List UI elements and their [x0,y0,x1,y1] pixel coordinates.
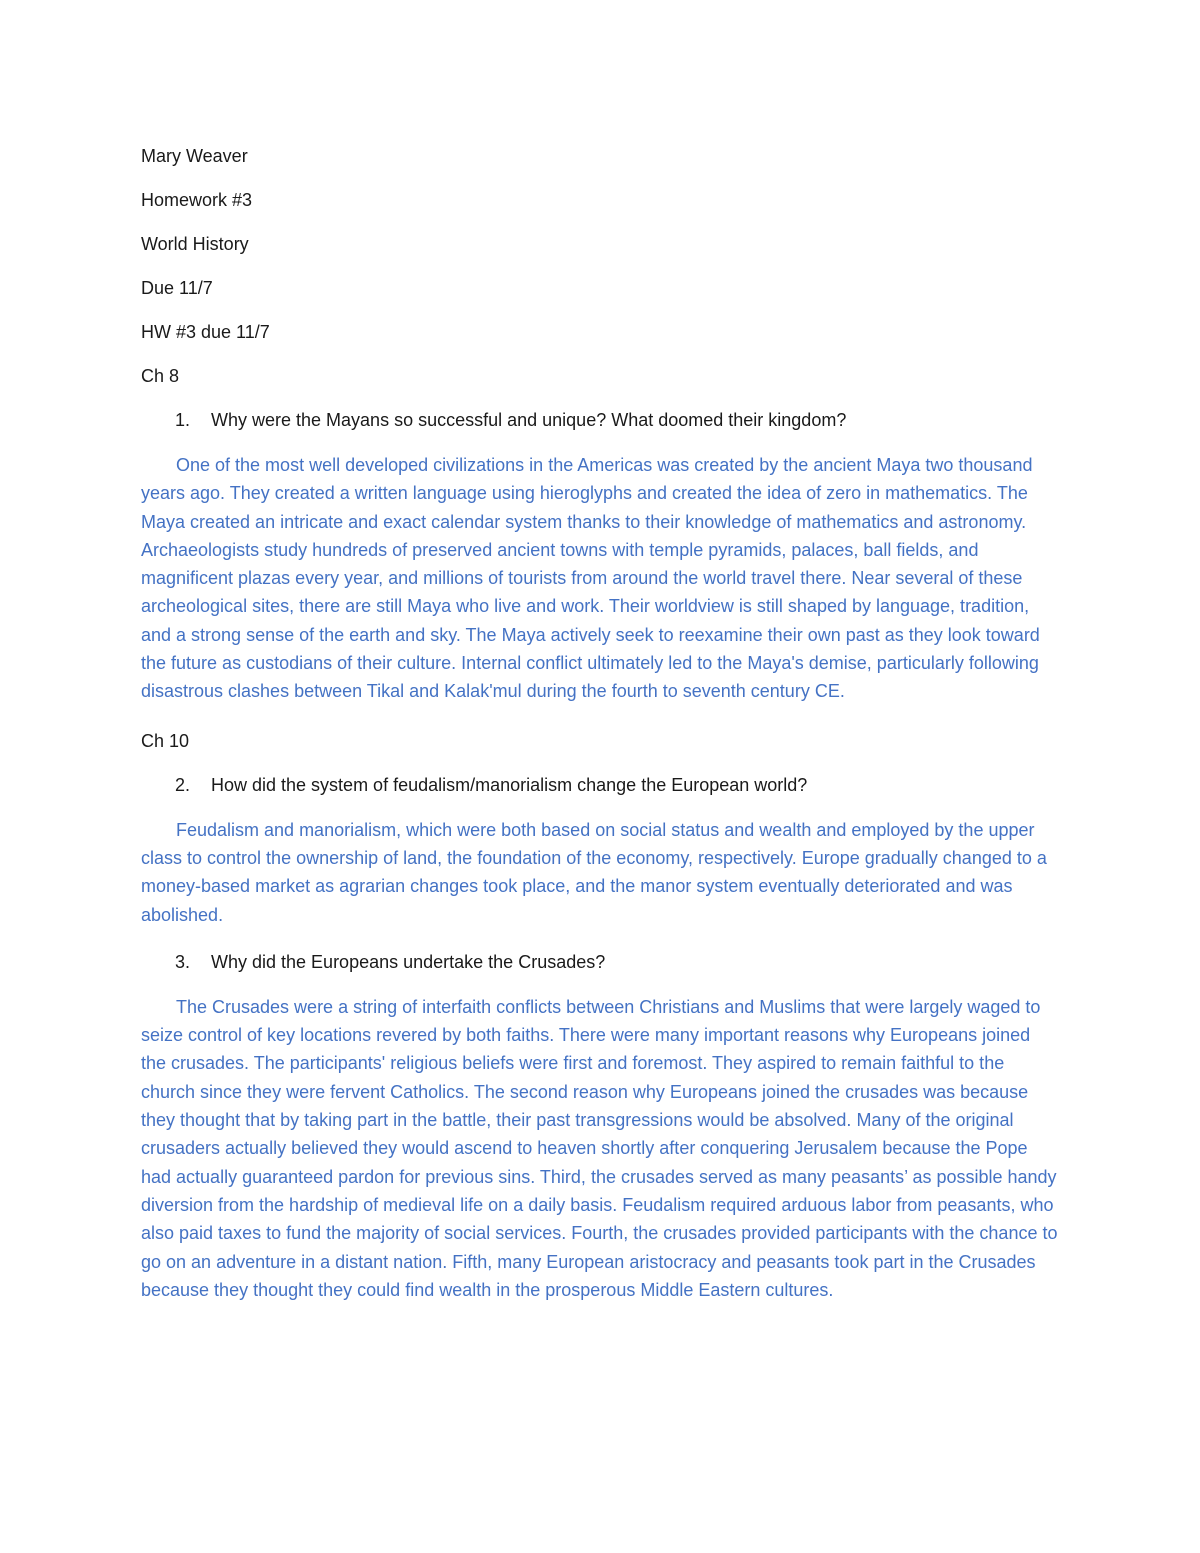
document-body [141,143,1061,1324]
question-text: Why were the Mayans so successful and unique? What doomed their kingdom? [211,410,847,430]
question-item [141,772,1061,798]
hw-due-line: HW #3 due 11/7 [141,322,270,342]
question-text: Why did the Europeans undertake the Crusades? [211,951,606,972]
question-item [141,407,1061,433]
due-date: Due 11/7 [141,278,213,298]
answer-paragraph: Feudalism and manorialism, which were both based on social status and wealth and employed by the upper class to control the ownership of land, the foundation of the economy, respectively. Europe gradually changed to a money-based market as agrarian changes took place, and the manor system eventually deteriorated and was abolished. [141,819,1047,925]
assignment-title: Homework #3 [141,190,253,210]
answer-paragraph: The Crusades were a string of interfaith conflicts between Christians and Muslims that were largely waged to seize control of key locations revered by both faiths. There were many important reasons why Europeans joined the crusades. The participants' religious beliefs were first and foremost. They aspired to remain faithful to the church since they were fervent Catholics. The second reason why Europeans joined the crusades was because they thought that by taking part in the battle, their past transgressions would be absolved. Many of the original crusaders actually believed they would ascend to heaven shortly after conquering Jerusalem because the Pope had actually guaranteed pardon for previous sins. Third, the crusades served as many peasants’ as possible handy diversion from the hardship of medieval life on a daily basis. Feudalism required arduous labor from peasants, who also paid taxes to fund the majority of social services. Fourth, the crusades provided participants with the chance to go on an adventure in a distant nation. Fifth, many European aristocracy and peasants took part in the Crusades because they thought they could find wealth in the prosperous Middle Eastern cultures. [141,996,1058,1300]
course-name: World History [141,234,249,254]
question-item [141,949,1061,975]
student-name: Mary Weaver [141,146,248,166]
chapter-heading: Ch 10 [141,730,190,751]
answer-paragraph: One of the most well developed civilizations in the Americas was created by the ancient Maya two thousand years ago. They created a written language using hieroglyphs and created the idea of zero in mathematics. The Maya created an intricate and exact calendar system thanks to their knowledge of mathematics and astronomy. Archaeologists study hundreds of preserved ancient towns with temple pyramids, palaces, ball fields, and magnificent plazas every year, and millions of tourists from around the world travel there. Near several of these archeological sites, there are still Maya who live and work. Their worldview is still shaped by language, tradition, and a strong sense of the earth and sky. The Maya actively seek to reexamine their own past as they look toward the future as custodians of their culture. Internal conflict ultimately led to the Maya's demise, particularly following disastrous clashes between Tikal and Kalak'mul during the fourth to seventh century CE. [141,455,1040,702]
question-number: 1. [175,410,191,430]
chapter-heading: Ch 8 [141,366,180,386]
question-text: How did the system of feudalism/manorialism change the European world? [211,774,808,795]
question-number: 2. [175,774,191,795]
question-number: 3. [175,951,191,972]
